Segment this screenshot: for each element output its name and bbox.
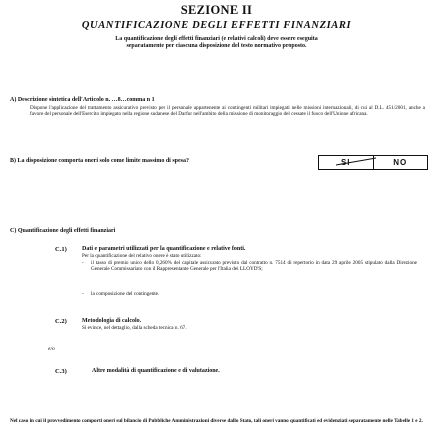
bullet-dash: - (82, 260, 84, 266)
c1-heading: Dati e parametri utilizzati per la quantificazione e relative fonti. (82, 246, 246, 252)
c1-subheading: Per la quantificazione del relativo onere è stato utilizzato: (82, 253, 202, 259)
c3-body: Altre modalità di quantificazione e di valutazione. (92, 368, 220, 374)
subtitle-line-1: La quantificazione degli effetti finanziari (e relativi calcoli) deve essere eseguita (115, 36, 318, 42)
c3-label: C.3) (55, 368, 67, 375)
section-b-heading: B) La disposizione comporta oneri solo come limite massimo di spesa? (10, 158, 189, 164)
c1-bullet-2 (82, 291, 159, 297)
footer-note: Nel caso in cui il provvedimento comporti oneri sul bilancio di Pubbliche Amministrazioni diverse dallo Stato, tali oneri vanno quantificati ed evidenziati separatamente nelle Tabelle 1 e 2. (10, 418, 423, 424)
c1-bullet-2-text: la composizione del contingente. (91, 291, 160, 297)
yes-strikethrough-mark (335, 157, 377, 166)
section-title: SEZIONE II (180, 3, 253, 17)
or-label: e/o (48, 346, 55, 352)
c1-label: C.1) (55, 246, 67, 253)
c2-label: C.2) (55, 318, 67, 325)
bullet-dash: - (82, 291, 84, 297)
c2-body: Si evince, nel dettaglio, dalla scheda tecnica n. 67. (82, 325, 187, 331)
no-option: NO (373, 156, 428, 169)
yes-option: SI (340, 158, 351, 167)
c2-heading: Metodologia di calcolo. (82, 318, 142, 324)
section-a-heading: A) Descrizione sintetica dell'Articolo n. …8…comma n 1 (10, 97, 155, 103)
section-a-body: Dispone l'applicazione del trattamento assicurativo previsto per il personale appartenente ai contingenti militari impiegati nelle missioni internazionali, di cui al D.L. 451/2001, anche a favore del personale dell'Esercito impiegato nella regione sudanese del Darfur nell'ambito della missione di monitoraggio del cessate il fuoco dell'Unione africana. (30, 105, 425, 118)
document-title: QUANTIFICAZIONE DEGLI EFFETTI FINANZIARI (81, 20, 352, 31)
c1-bullet-1-text: il tasso di premio unico dello 0,260% del capitale assicurato previsto dal contratto n. 7514 di repertorio in data 29 aprile 2005 stipulato dalla Direzione Generale Commissariato con il Rappresentante Generale per l'Italia dei LLOYD'S; (91, 260, 417, 273)
subtitle-line-2: separatamente per ciascuna disposizione del testo normativo proposto. (126, 43, 307, 49)
section-c-heading: C) Quantificazione degli effetti finanziari (10, 228, 116, 234)
c1-bullet-1 (82, 260, 417, 272)
